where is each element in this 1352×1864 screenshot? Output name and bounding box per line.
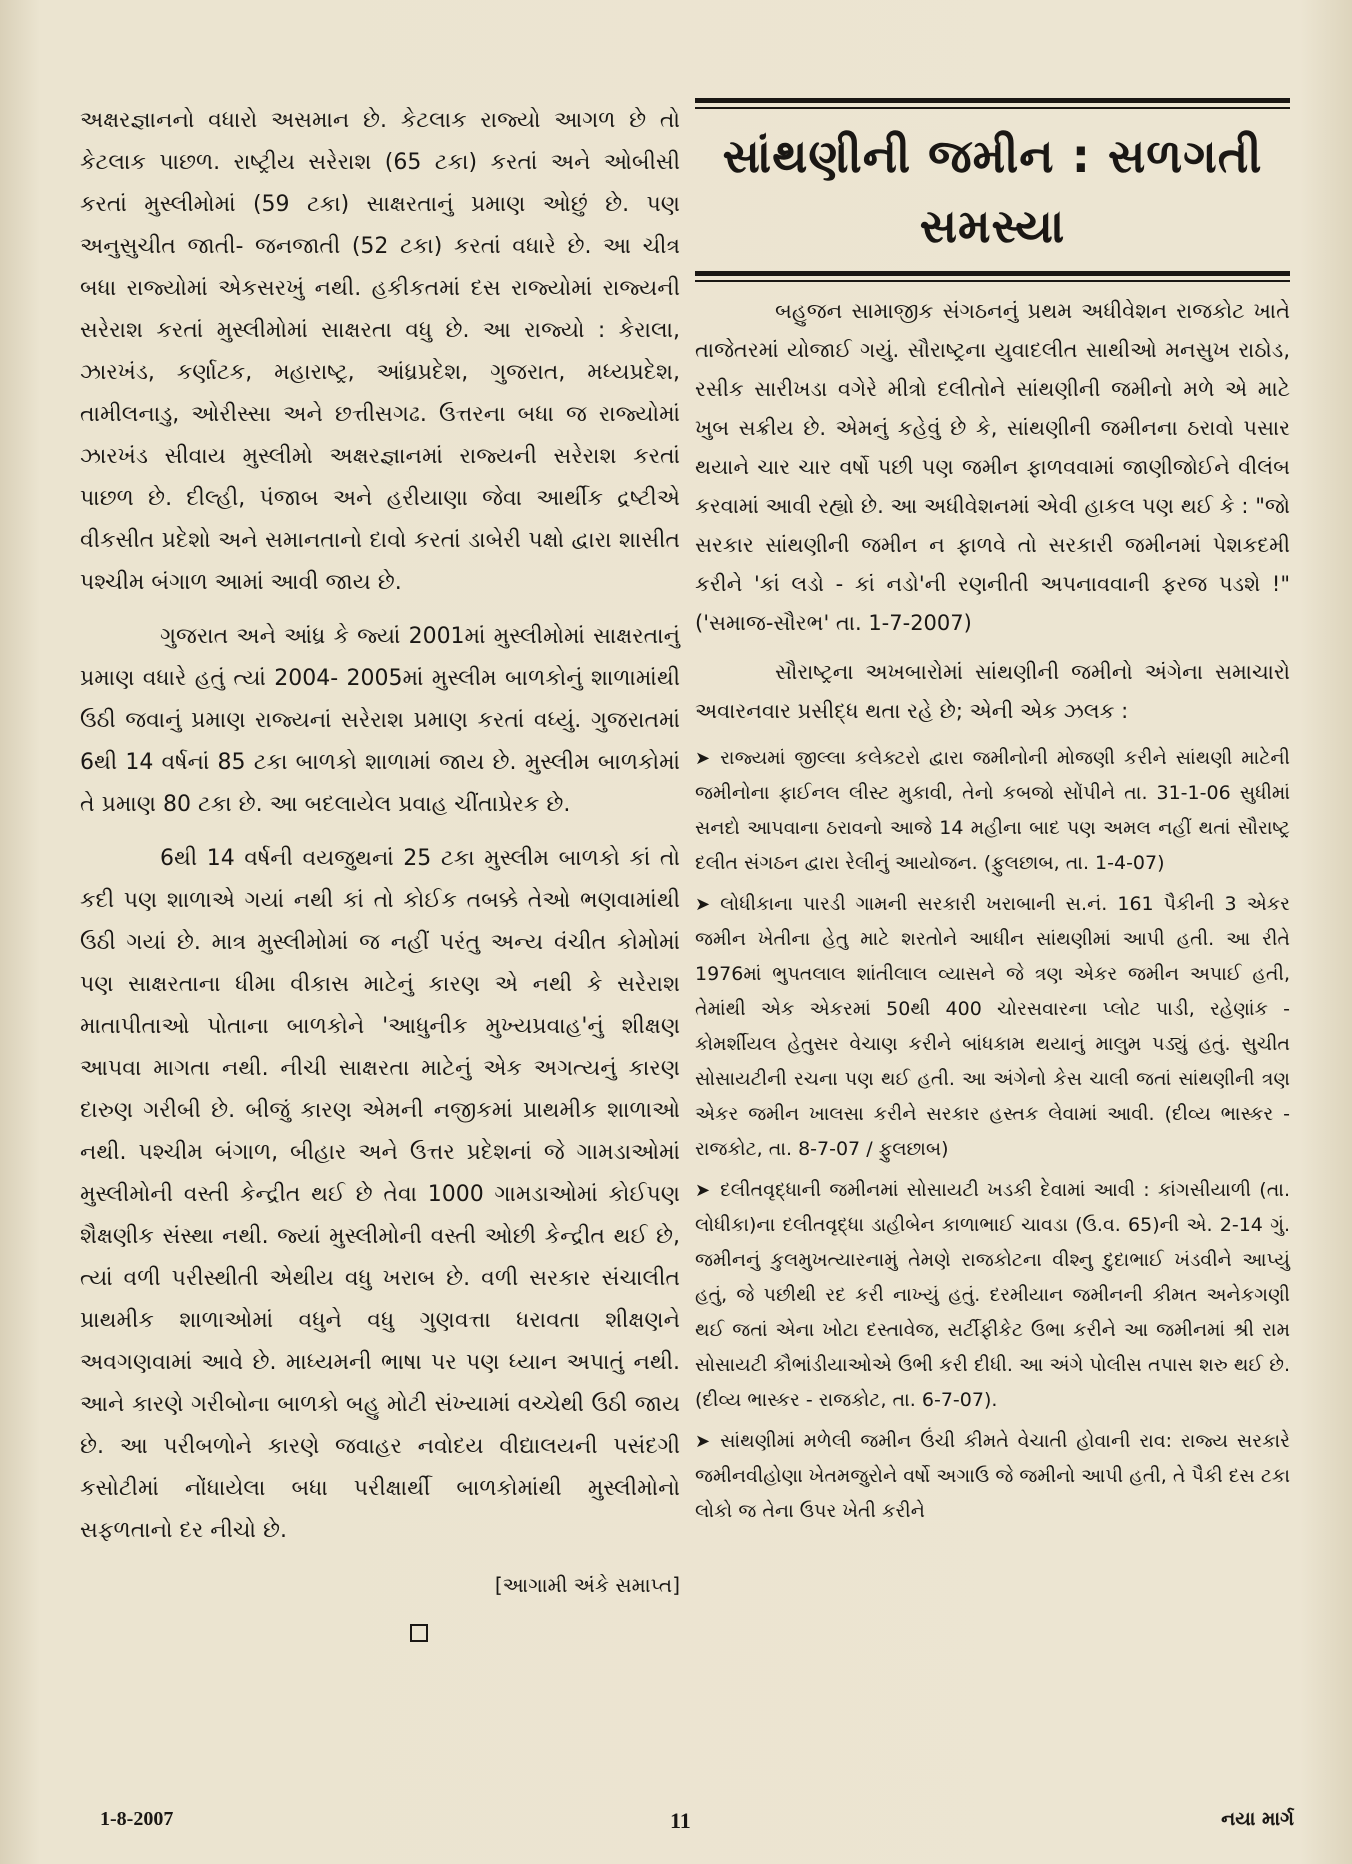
continued-note: [આગામી અંકે સમાપ્ત] bbox=[494, 1573, 680, 1597]
title-rule-top bbox=[695, 98, 1290, 103]
left-paragraph-1: અક્ષરજ્ઞાનનો વધારો અસમાન છે. કેટલાક રાજ્યો આગળ છે તો કેટલાક પાછળ. રાષ્ટ્રીય સરેરાશ (65 ટકા) કરતાં અને ઓબીસી કરતાં મુસ્લીમોમાં (59 ટકા) સાક્ષરતાનું પ્રમાણ ઓછું છે. પણ અનુસુચીત જાતી- જનજાતી (52 ટકા) કરતાં વધારે છે. આ ચીત્ર બધા રાજ્યોમાં એકસરખું નથી. હકીકતમાં દસ રાજ્યોમાં રાજ્યની સરેરાશ કરતાં મુસ્લીમોમાં સાક્ષરતા વધુ છે. આ રાજ્યો : કેરાલા, ઝારખંડ, કર્ણાટક, મહારાષ્ટ્ર, આંધ્રપ્રદેશ, ગુજરાત, મધ્યપ્રદેશ, તામીલનાડુ, ઓરીસ્સા અને છત્તીસગઢ. ઉત્તરના બધા જ રાજ્યોમાં ઝારખંડ સીવાય મુસ્લીમો અક્ષરજ્ઞાનમાં રાજ્યની સરેરાશ કરતાં પાછળ છે. દીલ્હી, પંજાબ અને હરીયાણા જેવા આર્થીક દ્રષ્ટીએ વીકસીત પ્રદેશો અને સમાનતાનો દાવો કરતાં ડાબેરી પક્ષો દ્વારા શાસીત પશ્ચીમ બંગાળ આમાં આવી જાય છે. bbox=[80, 108, 680, 595]
news-item bbox=[695, 887, 1290, 1167]
news-item bbox=[695, 741, 1290, 881]
title-rule-bottom bbox=[695, 271, 1290, 276]
article-title-line1: સાંથણીની જમીન : સળગતી bbox=[722, 129, 1263, 183]
title-rule-bottom-thin bbox=[695, 280, 1290, 282]
article-paragraph-1: બહુજન સામાજીક સંગઠનનું પ્રથમ અધીવેશન રાજકોટ ખાતે તાજેતરમાં યોજાઈ ગયું. સૌરાષ્ટ્રના યુવાદલીત સાથીઓ મનસુખ રાઠોડ, રસીક સારીખડા વગેરે મીત્રો દલીતોને સાંથણીની જમીનો મળે એ માટે ખુબ સક્રીય છે. એમનું કહેવું છે કે, સાંથણીની જમીનના ઠરાવો પસાર થયાને ચાર ચાર વર્ષો પછી પણ જમીન ફાળવવામાં જાણીજોઈને વીલંબ કરવામાં આવી રહ્યો છે. આ અધીવેશનમાં એવી હાકલ પણ થઈ કે : "જો સરકાર સાંથણીની જમીન ન ફાળવે તો સરકારી જમીનમાં પેશકદમી કરીને 'કાં લડો - કાં નડો'ની રણનીતી અપનાવવાની ફરજ પડશે !" ('સમાજ-સૌરભ' તા. 1-7-2007) bbox=[695, 299, 1290, 635]
right-column bbox=[695, 98, 1290, 1535]
news-item-text: રાજ્યમાં જીલ્લા કલેક્ટરો દ્વારા જમીનોની મોજણી કરીને સાંથણી માટેની જમીનોના ફાઈનલ લીસ્ટ મુકાવી, તેનો કબજો સોંપીને તા. 31-1-06 સુધીમાં સનદો આપવાના ઠરાવનો આજે 14 મહીના બાદ પણ અમલ નહીં થતાં સૌરાષ્ટ્ર દલીત સંગઠન દ્વારા રેલીનું આયોજન. (ફુલછાબ, તા. 1-4-07) bbox=[695, 747, 1290, 874]
article-paragraph-2: સૌરાષ્ટ્રના અખબારોમાં સાંથણીની જમીનો અંગેના સમાચારો અવારનવાર પ્રસીદ્ધ થતા રહે છે; એની એક ઝલક : bbox=[695, 660, 1290, 723]
article-title bbox=[695, 121, 1290, 261]
title-rule-top-thin bbox=[695, 107, 1290, 109]
left-column bbox=[80, 100, 680, 1642]
issue-date: 1-8-2007 bbox=[100, 1808, 174, 1830]
article-title-line2: સમસ્યા bbox=[919, 199, 1066, 253]
news-item bbox=[695, 1173, 1290, 1418]
arrow-bullet-icon: ➤ bbox=[695, 894, 711, 915]
news-item-text: લોધીકાના પારડી ગામની સરકારી ખરાબાની સ.નં. 161 પૈકીની 3 એકર જમીન ખેતીના હેતુ માટે શરતોને આધીન સાંથણીમાં આપી હતી. આ રીતે 1976માં ભુપતલાલ શાંતીલાલ વ્યાસને જે ત્રણ એકર જમીન અપાઈ હતી, તેમાંથી એક એકરમાં 50થી 400 ચોરસવારના પ્લોટ પાડી, રહેણાંક - કોમર્શીયલ હેતુસર વેચાણ કરીને બાંધકામ થયાનું માલુમ પડ્યું હતું. સુચીત સોસાયટીની રચના પણ થઈ હતી. આ અંગેનો કેસ ચાલી જતાં સાંથણીની ત્રણ એકર જમીન ખાલસા કરીને સરકાર હસ્તક લેવામાં આવી. (દીવ્ય ભાસ્કર - રાજકોટ, તા. 8-7-07 / ફુલછાબ) bbox=[695, 893, 1290, 1160]
news-items bbox=[695, 741, 1290, 1529]
magazine-name: નયા માર્ગ bbox=[1221, 1808, 1294, 1830]
arrow-bullet-icon: ➤ bbox=[695, 748, 711, 769]
news-item-text: દલીતવૃદ્ધાની જમીનમાં સોસાયટી ખડકી દેવામાં આવી : કાંગસીયાળી (તા. લોધીકા)ના દલીતવૃદ્ધા ડાહીબેન કાળાભાઈ ચાવડા (ઉ.વ. 65)ની એ. 2-14 ગું. જમીનનું કુલમુખત્યારનામું તેમણે રાજકોટના વીશ્નુ દુદાભાઈ ખંડવીને આપ્યું હતું, જે પછીથી રદ કરી નાખ્યું હતું. દરમીયાન જમીનની કીમત અનેકગણી થઈ જતાં એના ખોટા દસ્તાવેજ, સર્ટીફીકેટ ઉભા કરીને આ જમીનમાં શ્રી રામ સોસાયટી કૌભાંડીયાઓએ ઉભી કરી દીધી. આ અંગે પોલીસ તપાસ શરુ થઈ છે. (દીવ્ય ભાસ્કર - રાજકોટ, તા. 6-7-07). bbox=[695, 1179, 1290, 1411]
left-paragraph-2: ગુજરાત અને આંધ્ર કે જ્યાં 2001માં મુસ્લીમોમાં સાક્ષરતાનું પ્રમાણ વધારે હતું ત્યાં 2004- 2005માં મુસ્લીમ બાળકોનું શાળામાંથી ઉઠી જવાનું પ્રમાણ રાજ્યનાં સરેરાશ પ્રમાણ કરતાં વધ્યું. ગુજરાતમાં 6થી 14 વર્ષનાં 85 ટકા બાળકો શાળામાં જાય છે. મુસ્લીમ બાળકોમાં તે પ્રમાણ 80 ટકા છે. આ બદલાયેલ પ્રવાહ ચીંતાપ્રેરક છે. bbox=[80, 624, 680, 817]
arrow-bullet-icon: ➤ bbox=[695, 1180, 711, 1201]
page-footer bbox=[0, 1808, 1352, 1848]
article-body bbox=[695, 292, 1290, 731]
end-mark-box bbox=[410, 1624, 428, 1642]
arrow-bullet-icon: ➤ bbox=[695, 1431, 711, 1452]
news-item-text: સાંથણીમાં મળેલી જમીન ઉંચી કીમતે વેચાતી હોવાની રાવ: રાજ્ય સરકારે જમીનવીહોણા ખેતમજુરોને વર્ષો અગાઉ જે જમીનો આપી હતી, તે પૈકી દસ ટકા લોકો જ તેના ઉપર ખેતી કરીને bbox=[695, 1430, 1290, 1522]
news-item bbox=[695, 1424, 1290, 1529]
left-paragraph-3: 6થી 14 વર્ષની વયજુથનાં 25 ટકા મુસ્લીમ બાળકો કાં તો કદી પણ શાળાએ ગયાં નથી કાં તો કોઈક તબક્કે તેઓ ભણવામાંથી ઉઠી ગયાં છે. માત્ર મુસ્લીમોમાં જ નહીં પરંતુ અન્ય વંચીત કોમોમાં પણ સાક્ષરતાના ધીમા વીકાસ માટેનું કારણ એ નથી કે સરેરાશ માતાપીતાઓ પોતાના બાળકોને 'આધુનીક મુખ્યપ્રવાહ'નું શીક્ષણ આપવા માગતા નથી. નીચી સાક્ષરતા માટેનું એક અગત્યનું કારણ દારુણ ગરીબી છે. બીજું કારણ એમની નજીકમાં પ્રાથમીક શાળાઓ નથી. પશ્ચીમ બંગાળ, બીહાર અને ઉત્તર પ્રદેશનાં જે ગામડાઓમાં મુસ્લીમોની વસ્તી કેન્દ્રીત થઈ છે તેવા 1000 ગામડાઓમાં કોઈપણ શૈક્ષણીક સંસ્થા નથી. જ્યાં મુસ્લીમોની વસ્તી ઓછી કેન્દ્રીત થઈ છે, ત્યાં વળી પરીસ્થીતી એથીય વધુ ખરાબ છે. વળી સરકાર સંચાલીત પ્રાથમીક શાળાઓમાં વધુને વધુ ગુણવત્તા ધરાવતા શીક્ષણને અવગણવામાં આવે છે. માધ્યમની ભાષા પર પણ ધ્યાન અપાતું નથી. આને કારણે ગરીબોના બાળકો બહુ મોટી સંખ્યામાં વચ્ચેથી ઉઠી જાય છે. આ પરીબળોને કારણે જવાહર નવોદય વીદ્યાલયની પસંદગી કસોટીમાં નોંધાયેલા બધા પરીક્ષાર્થી બાળકોમાંથી મુસ્લીમોનો સફળતાનો દર નીચો છે. bbox=[80, 846, 680, 1543]
page-number: 11 bbox=[670, 1808, 691, 1833]
